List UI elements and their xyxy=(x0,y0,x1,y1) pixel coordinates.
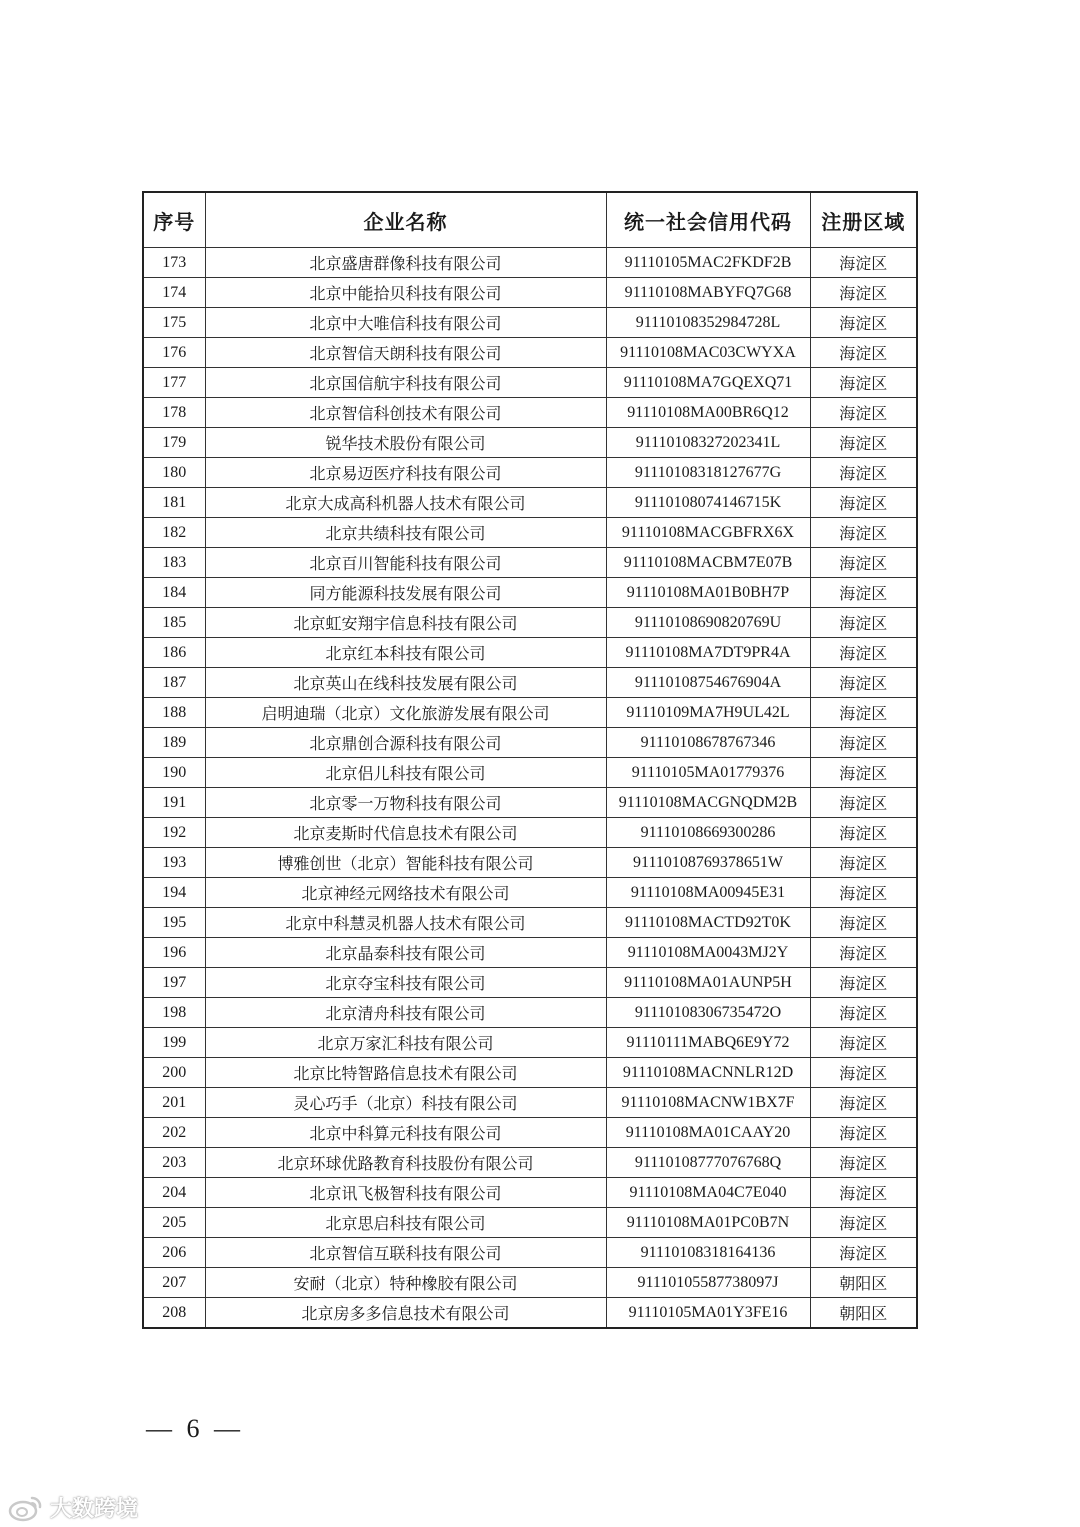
table-row xyxy=(143,998,917,1028)
row-index: 175 xyxy=(143,308,205,338)
row-company-name: 同方能源科技发展有限公司 xyxy=(205,578,606,608)
table-row xyxy=(143,1088,917,1118)
row-company-name: 北京鼎创合源科技有限公司 xyxy=(205,728,606,758)
row-credit-code: 91110108678767346 xyxy=(606,728,810,758)
row-company-name: 北京神经元网络技术有限公司 xyxy=(205,878,606,908)
table-row xyxy=(143,1298,917,1329)
row-company-name: 北京虹安翔宇信息科技有限公司 xyxy=(205,608,606,638)
row-index: 194 xyxy=(143,878,205,908)
row-index: 201 xyxy=(143,1088,205,1118)
table-row xyxy=(143,758,917,788)
row-index: 193 xyxy=(143,848,205,878)
row-index: 188 xyxy=(143,698,205,728)
row-region: 海淀区 xyxy=(810,998,917,1028)
row-region: 海淀区 xyxy=(810,308,917,338)
row-credit-code: 91110108754676904A xyxy=(606,668,810,698)
row-region: 海淀区 xyxy=(810,818,917,848)
row-region: 海淀区 xyxy=(810,398,917,428)
row-region: 海淀区 xyxy=(810,908,917,938)
row-index: 174 xyxy=(143,278,205,308)
header-index: 序号 xyxy=(143,192,205,248)
row-credit-code: 91110108MA00BR6Q12 xyxy=(606,398,810,428)
row-credit-code: 91110108MA00945E31 xyxy=(606,878,810,908)
row-company-name: 北京房多多信息技术有限公司 xyxy=(205,1298,606,1329)
row-index: 202 xyxy=(143,1118,205,1148)
row-region: 朝阳区 xyxy=(810,1298,917,1329)
row-index: 192 xyxy=(143,818,205,848)
row-company-name: 北京英山在线科技发展有限公司 xyxy=(205,668,606,698)
row-region: 海淀区 xyxy=(810,338,917,368)
row-index: 181 xyxy=(143,488,205,518)
row-region: 海淀区 xyxy=(810,1118,917,1148)
table-row xyxy=(143,518,917,548)
row-company-name: 灵心巧手（北京）科技有限公司 xyxy=(205,1088,606,1118)
watermark xyxy=(8,1492,138,1523)
table-row xyxy=(143,458,917,488)
row-region: 海淀区 xyxy=(810,1058,917,1088)
row-credit-code: 91110108MA01AUNP5H xyxy=(606,968,810,998)
row-credit-code: 91110111MABQ6E9Y72 xyxy=(606,1028,810,1058)
row-region: 海淀区 xyxy=(810,518,917,548)
row-credit-code: 91110108690820769U xyxy=(606,608,810,638)
table-row xyxy=(143,788,917,818)
table-row xyxy=(143,698,917,728)
row-index: 198 xyxy=(143,998,205,1028)
row-credit-code: 91110108669300286 xyxy=(606,818,810,848)
row-index: 176 xyxy=(143,338,205,368)
row-company-name: 北京中科慧灵机器人技术有限公司 xyxy=(205,908,606,938)
row-region: 海淀区 xyxy=(810,458,917,488)
row-company-name: 北京中大唯信科技有限公司 xyxy=(205,308,606,338)
row-region: 朝阳区 xyxy=(810,1268,917,1298)
row-company-name: 锐华技术股份有限公司 xyxy=(205,428,606,458)
row-index: 178 xyxy=(143,398,205,428)
watermark-text: 大数跨境 xyxy=(50,1497,139,1522)
row-index: 191 xyxy=(143,788,205,818)
row-region: 海淀区 xyxy=(810,668,917,698)
row-credit-code: 91110108MABYFQ7G68 xyxy=(606,278,810,308)
header-credit-code: 统一社会信用代码 xyxy=(606,192,810,248)
row-index: 189 xyxy=(143,728,205,758)
table-row xyxy=(143,248,917,278)
row-index: 180 xyxy=(143,458,205,488)
row-region: 海淀区 xyxy=(810,1208,917,1238)
table-row xyxy=(143,1178,917,1208)
row-index: 205 xyxy=(143,1208,205,1238)
row-credit-code: 91110108MACGBFRX6X xyxy=(606,518,810,548)
row-region: 海淀区 xyxy=(810,428,917,458)
row-region: 海淀区 xyxy=(810,728,917,758)
row-company-name: 北京晶泰科技有限公司 xyxy=(205,938,606,968)
page-number: — 6 — xyxy=(146,1414,244,1443)
row-index: 207 xyxy=(143,1268,205,1298)
row-credit-code: 91110108318164136 xyxy=(606,1238,810,1268)
row-credit-code: 91110108306735472O xyxy=(606,998,810,1028)
row-index: 195 xyxy=(143,908,205,938)
table-row xyxy=(143,578,917,608)
row-company-name: 北京夺宝科技有限公司 xyxy=(205,968,606,998)
row-credit-code: 91110108MACNW1BX7F xyxy=(606,1088,810,1118)
row-company-name: 北京麦斯时代信息技术有限公司 xyxy=(205,818,606,848)
row-credit-code: 91110108327202341L xyxy=(606,428,810,458)
row-index: 184 xyxy=(143,578,205,608)
table-row xyxy=(143,398,917,428)
row-index: 196 xyxy=(143,938,205,968)
table-header xyxy=(143,192,917,248)
row-credit-code: 91110108318127677G xyxy=(606,458,810,488)
row-credit-code: 91110105MA01779376 xyxy=(606,758,810,788)
row-company-name: 北京中能拾贝科技有限公司 xyxy=(205,278,606,308)
table-row xyxy=(143,1118,917,1148)
row-region: 海淀区 xyxy=(810,368,917,398)
table-row xyxy=(143,908,917,938)
row-company-name: 北京红本科技有限公司 xyxy=(205,638,606,668)
row-credit-code: 91110108MACTD92T0K xyxy=(606,908,810,938)
table-row xyxy=(143,1208,917,1238)
row-credit-code: 91110105587738097J xyxy=(606,1268,810,1298)
table-row xyxy=(143,1148,917,1178)
row-index: 186 xyxy=(143,638,205,668)
row-credit-code: 91110108MACNNLR12D xyxy=(606,1058,810,1088)
row-credit-code: 91110108352984728L xyxy=(606,308,810,338)
row-index: 200 xyxy=(143,1058,205,1088)
row-company-name: 北京思启科技有限公司 xyxy=(205,1208,606,1238)
table-row xyxy=(143,968,917,998)
row-index: 187 xyxy=(143,668,205,698)
row-credit-code: 91110108MACGNQDM2B xyxy=(606,788,810,818)
row-credit-code: 91110108MAC03CWYXA xyxy=(606,338,810,368)
row-region: 海淀区 xyxy=(810,638,917,668)
row-credit-code: 91110108MA04C7E040 xyxy=(606,1178,810,1208)
row-company-name: 北京共绩科技有限公司 xyxy=(205,518,606,548)
table-row xyxy=(143,1238,917,1268)
row-company-name: 北京智信天朗科技有限公司 xyxy=(205,338,606,368)
weibo-logo-icon xyxy=(8,1494,44,1522)
row-region: 海淀区 xyxy=(810,248,917,278)
row-index: 204 xyxy=(143,1178,205,1208)
table-row xyxy=(143,548,917,578)
row-region: 海淀区 xyxy=(810,548,917,578)
row-company-name: 北京清舟科技有限公司 xyxy=(205,998,606,1028)
table-row xyxy=(143,368,917,398)
row-credit-code: 91110108MA0043MJ2Y xyxy=(606,938,810,968)
row-credit-code: 91110108074146715K xyxy=(606,488,810,518)
header-region: 注册区域 xyxy=(810,192,917,248)
row-company-name: 北京零一万物科技有限公司 xyxy=(205,788,606,818)
header-company-name: 企业名称 xyxy=(205,192,606,248)
row-region: 海淀区 xyxy=(810,1238,917,1268)
table-row xyxy=(143,608,917,638)
row-company-name: 北京智信互联科技有限公司 xyxy=(205,1238,606,1268)
row-credit-code: 91110108MA01CAAY20 xyxy=(606,1118,810,1148)
row-company-name: 北京易迈医疗科技有限公司 xyxy=(205,458,606,488)
table-row xyxy=(143,428,917,458)
row-index: 190 xyxy=(143,758,205,788)
row-region: 海淀区 xyxy=(810,578,917,608)
table-body xyxy=(143,248,917,1329)
row-region: 海淀区 xyxy=(810,758,917,788)
row-company-name: 博雅创世（北京）智能科技有限公司 xyxy=(205,848,606,878)
row-region: 海淀区 xyxy=(810,608,917,638)
row-company-name: 北京中科算元科技有限公司 xyxy=(205,1118,606,1148)
row-company-name: 启明迪瑞（北京）文化旅游发展有限公司 xyxy=(205,698,606,728)
row-company-name: 北京环球优路教育科技股份有限公司 xyxy=(205,1148,606,1178)
row-company-name: 北京讯飞极智科技有限公司 xyxy=(205,1178,606,1208)
table-row xyxy=(143,1058,917,1088)
row-index: 173 xyxy=(143,248,205,278)
table-row xyxy=(143,668,917,698)
row-region: 海淀区 xyxy=(810,878,917,908)
row-credit-code: 91110108769378651W xyxy=(606,848,810,878)
table-row xyxy=(143,878,917,908)
row-index: 199 xyxy=(143,1028,205,1058)
row-company-name: 北京国信航宇科技有限公司 xyxy=(205,368,606,398)
row-index: 182 xyxy=(143,518,205,548)
row-region: 海淀区 xyxy=(810,788,917,818)
row-index: 185 xyxy=(143,608,205,638)
table-row xyxy=(143,938,917,968)
row-region: 海淀区 xyxy=(810,278,917,308)
row-index: 203 xyxy=(143,1148,205,1178)
row-region: 海淀区 xyxy=(810,1088,917,1118)
row-index: 179 xyxy=(143,428,205,458)
row-index: 177 xyxy=(143,368,205,398)
row-company-name: 北京智信科创技术有限公司 xyxy=(205,398,606,428)
row-region: 海淀区 xyxy=(810,938,917,968)
table-row xyxy=(143,818,917,848)
header-row xyxy=(143,192,917,248)
row-company-name: 北京百川智能科技有限公司 xyxy=(205,548,606,578)
row-region: 海淀区 xyxy=(810,848,917,878)
row-credit-code: 91110108MA01PC0B7N xyxy=(606,1208,810,1238)
table-row xyxy=(143,1268,917,1298)
table-row xyxy=(143,308,917,338)
row-region: 海淀区 xyxy=(810,1028,917,1058)
row-company-name: 北京侣儿科技有限公司 xyxy=(205,758,606,788)
row-credit-code: 91110108MA01B0BH7P xyxy=(606,578,810,608)
row-company-name: 北京比特智路信息技术有限公司 xyxy=(205,1058,606,1088)
row-credit-code: 91110105MA01Y3FE16 xyxy=(606,1298,810,1329)
row-credit-code: 91110108MACBM7E07B xyxy=(606,548,810,578)
table-row xyxy=(143,848,917,878)
row-company-name: 北京万家汇科技有限公司 xyxy=(205,1028,606,1058)
row-company-name: 安耐（北京）特种橡胶有限公司 xyxy=(205,1268,606,1298)
table-row xyxy=(143,338,917,368)
row-index: 206 xyxy=(143,1238,205,1268)
table-row xyxy=(143,278,917,308)
row-index: 208 xyxy=(143,1298,205,1329)
row-credit-code: 91110108MA7GQEXQ71 xyxy=(606,368,810,398)
row-region: 海淀区 xyxy=(810,968,917,998)
row-region: 海淀区 xyxy=(810,488,917,518)
table-row xyxy=(143,728,917,758)
row-credit-code: 91110105MAC2FKDF2B xyxy=(606,248,810,278)
table-row xyxy=(143,638,917,668)
row-credit-code: 91110109MA7H9UL42L xyxy=(606,698,810,728)
row-region: 海淀区 xyxy=(810,1178,917,1208)
row-region: 海淀区 xyxy=(810,698,917,728)
table-row xyxy=(143,1028,917,1058)
company-list-table xyxy=(142,191,918,1329)
row-index: 183 xyxy=(143,548,205,578)
row-credit-code: 91110108MA7DT9PR4A xyxy=(606,638,810,668)
row-index: 197 xyxy=(143,968,205,998)
row-company-name: 北京盛唐群像科技有限公司 xyxy=(205,248,606,278)
table-row xyxy=(143,488,917,518)
row-region: 海淀区 xyxy=(810,1148,917,1178)
row-credit-code: 91110108777076768Q xyxy=(606,1148,810,1178)
row-company-name: 北京大成高科机器人技术有限公司 xyxy=(205,488,606,518)
